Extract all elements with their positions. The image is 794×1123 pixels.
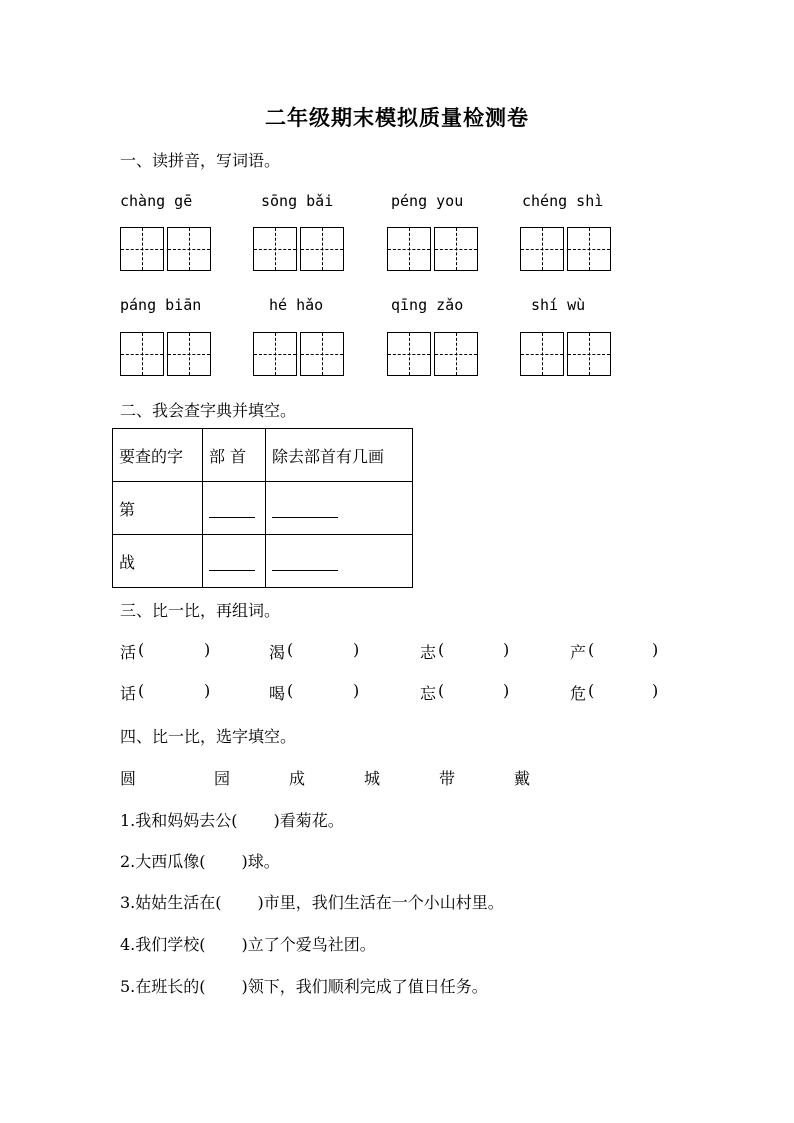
paren-open: ( [588,640,595,659]
pinyin-label: qīng zǎo [391,296,464,314]
compare-char: 喝 [269,684,286,703]
tianzige-box[interactable] [300,227,344,271]
sentence-start: 3.姑姑生活在( [120,893,222,912]
tianzige-pair[interactable] [520,227,616,275]
table-header-cell: 部 首 [203,429,266,482]
sentence-start: 5.在班长的( [120,977,206,996]
table-header-cell: 要查的字 [113,429,203,482]
fill-sentence [120,808,344,831]
sentence-end: )领下，我们顺利完成了值日任务。 [241,977,488,996]
pinyin-label: hé hǎo [269,296,324,314]
radical-blank[interactable] [203,535,266,588]
table-header-row [113,429,413,482]
tianzige-box[interactable] [567,227,611,271]
compare-char: 渴 [269,643,286,662]
paren-open: ( [438,640,445,659]
tianzige-box[interactable] [567,332,611,376]
section3-heading: 三、比一比，再组词。 [120,601,281,620]
pinyin-label: páng biān [120,296,202,314]
tianzige-box[interactable] [520,227,564,271]
sentence-end: )市里，我们生活在一个小山村里。 [257,893,504,912]
sentence-end: )看菊花。 [273,811,344,830]
paren-close: ) [204,640,211,659]
fill-sentence [120,849,280,872]
compare-char: 忘 [420,684,437,703]
paren-close: ) [503,640,510,659]
paren-open: ( [138,681,145,700]
tianzige-pair[interactable] [253,332,349,380]
pinyin-label: chéng shì [522,192,604,210]
choice-char: 园 [214,769,231,788]
compare-char: 话 [120,684,137,703]
tianzige-box[interactable] [253,332,297,376]
sentence-end: )球。 [241,852,280,871]
paren-open: ( [287,681,294,700]
tianzige-box[interactable] [434,227,478,271]
choice-char: 圆 [120,769,137,788]
compare-char: 危 [570,684,587,703]
choice-char: 戴 [514,769,531,788]
tianzige-box[interactable] [120,227,164,271]
paren-close: ) [353,640,360,659]
tianzige-box[interactable] [387,332,431,376]
tianzige-box[interactable] [120,332,164,376]
tianzige-pair[interactable] [120,332,216,380]
table-row [113,482,413,535]
strokes-blank[interactable] [266,535,413,588]
section1-heading: 一、读拼音，写词语。 [120,151,281,170]
fill-sentence [120,932,376,955]
table-header-cell: 除去部首有几画 [266,429,413,482]
tianzige-box[interactable] [387,227,431,271]
compare-char: 产 [570,643,587,662]
tianzige-box[interactable] [300,332,344,376]
compare-char: 活 [120,643,137,662]
paren-open: ( [138,640,145,659]
pinyin-label: péng you [391,192,464,210]
paren-open: ( [287,640,294,659]
page-title: 二年级期末模拟质量检测卷 [265,105,529,130]
tianzige-pair[interactable] [387,227,483,275]
pinyin-label: chàng gē [120,192,193,210]
dictionary-table [112,428,413,588]
table-cell-char: 第 [113,482,203,535]
tianzige-box[interactable] [167,227,211,271]
paren-close: ) [652,640,659,659]
tianzige-box[interactable] [520,332,564,376]
paren-close: ) [652,681,659,700]
section2-heading: 二、我会查字典并填空。 [120,401,297,420]
table-row [113,535,413,588]
paren-open: ( [588,681,595,700]
compare-char: 志 [420,643,437,662]
fill-sentence [120,890,504,913]
section4-heading: 四、比一比，选字填空。 [120,727,297,746]
paren-close: ) [503,681,510,700]
sentence-start: 4.我们学校( [120,935,206,954]
tianzige-box[interactable] [253,227,297,271]
tianzige-pair[interactable] [520,332,616,380]
paren-close: ) [204,681,211,700]
fill-sentence [120,974,488,997]
radical-blank[interactable] [203,482,266,535]
pinyin-label: shí wù [531,296,586,314]
choice-char: 城 [364,769,381,788]
tianzige-pair[interactable] [120,227,216,275]
sentence-start: 2.大西瓜像( [120,852,206,871]
choice-char: 带 [439,769,456,788]
tianzige-box[interactable] [167,332,211,376]
sentence-start: 1.我和妈妈去公( [120,811,238,830]
tianzige-pair[interactable] [253,227,349,275]
strokes-blank[interactable] [266,482,413,535]
choice-char: 成 [289,769,306,788]
tianzige-box[interactable] [434,332,478,376]
sentence-end: )立了个爱鸟社团。 [241,935,376,954]
pinyin-label: sōng bǎi [261,192,334,210]
tianzige-pair[interactable] [387,332,483,380]
table-cell-char: 战 [113,535,203,588]
paren-close: ) [353,681,360,700]
paren-open: ( [438,681,445,700]
